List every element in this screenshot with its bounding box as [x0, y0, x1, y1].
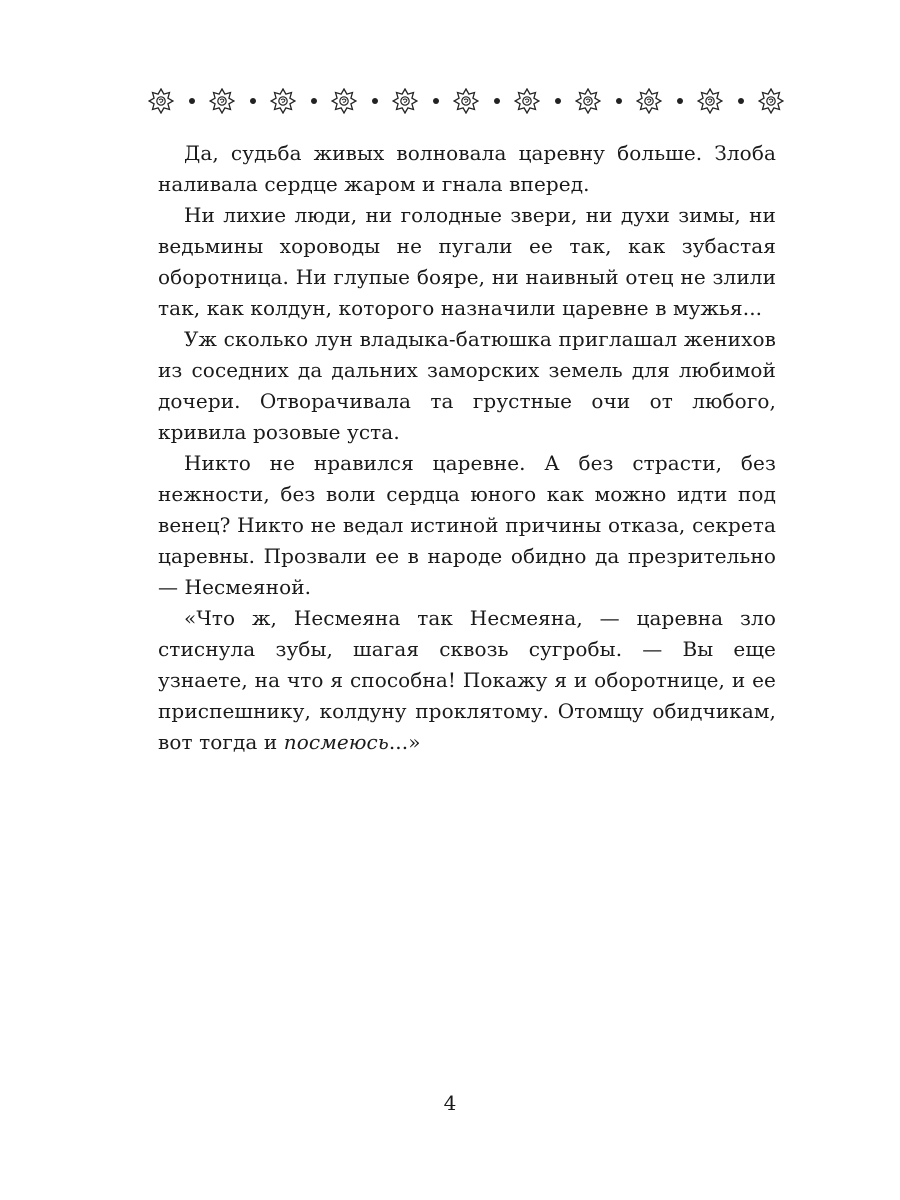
snowflake-star-icon — [270, 88, 296, 114]
header-ornament-row — [148, 86, 784, 116]
ornament-dot — [738, 98, 744, 104]
snowflake-star-icon — [758, 88, 784, 114]
snowflake-star-icon — [514, 88, 540, 114]
snowflake-star-icon — [697, 88, 723, 114]
paragraph-3: Уж сколько лун владыка-батюшка приглашал женихов из соседних да дальних заморских земель для любимой дочери. Отворачивала та грустные очи от любого, кривила розовые уста. — [158, 327, 776, 444]
snowflake-star-icon — [636, 88, 662, 114]
ornament-dot — [616, 98, 622, 104]
ornament-dot — [433, 98, 439, 104]
ornament-dot — [372, 98, 378, 104]
snowflake-star-icon — [209, 88, 235, 114]
paragraph-5-main: «Что ж, Несмеяна так Несмеяна, — царевна зло стиснула зубы, шагая сквозь сугробы. — Вы еще узнаете, на что я способна! Покажу я и оборотнице, и ее приспешнику, колдуну проклятому. Отомщу обидчикам, вот тогда и — [158, 606, 776, 754]
snowflake-star-icon — [392, 88, 418, 114]
paragraph-4: Никто не нравился царевне. А без страсти, без нежности, без воли сердца юного как можно идти под венец? Никто не ведал истиной причины отказа, секрета царевны. Прозвали ее в народе обидно да презрительно — Несмеяной. — [158, 451, 776, 599]
paragraph-5-italic: посмеюсь — [283, 730, 389, 754]
paragraph-5 — [158, 603, 776, 758]
ornament-dot — [555, 98, 561, 104]
snowflake-star-icon — [331, 88, 357, 114]
ornament-dot — [311, 98, 317, 104]
snowflake-star-icon — [453, 88, 479, 114]
paragraph-5-end: ...» — [388, 730, 421, 754]
page-number: 4 — [443, 1091, 457, 1115]
ornament-dot — [494, 98, 500, 104]
body-text — [158, 138, 776, 758]
ornament-dot — [677, 98, 683, 104]
snowflake-star-icon — [575, 88, 601, 114]
paragraph-2: Ни лихие люди, ни голодные звери, ни духи зимы, ни ведьмины хороводы не пугали ее так, как зубастая оборотница. Ни глупые бояре, ни наивный отец не злили так, как колдун, которого назначили царевне в мужья... — [158, 203, 776, 320]
paragraph-1: Да, судьба живых волновала царевну больше. Злоба наливала сердце жаром и гнала вперед. — [158, 141, 776, 196]
snowflake-star-icon — [148, 88, 174, 114]
ornament-dot — [250, 98, 256, 104]
ornament-dot — [189, 98, 195, 104]
